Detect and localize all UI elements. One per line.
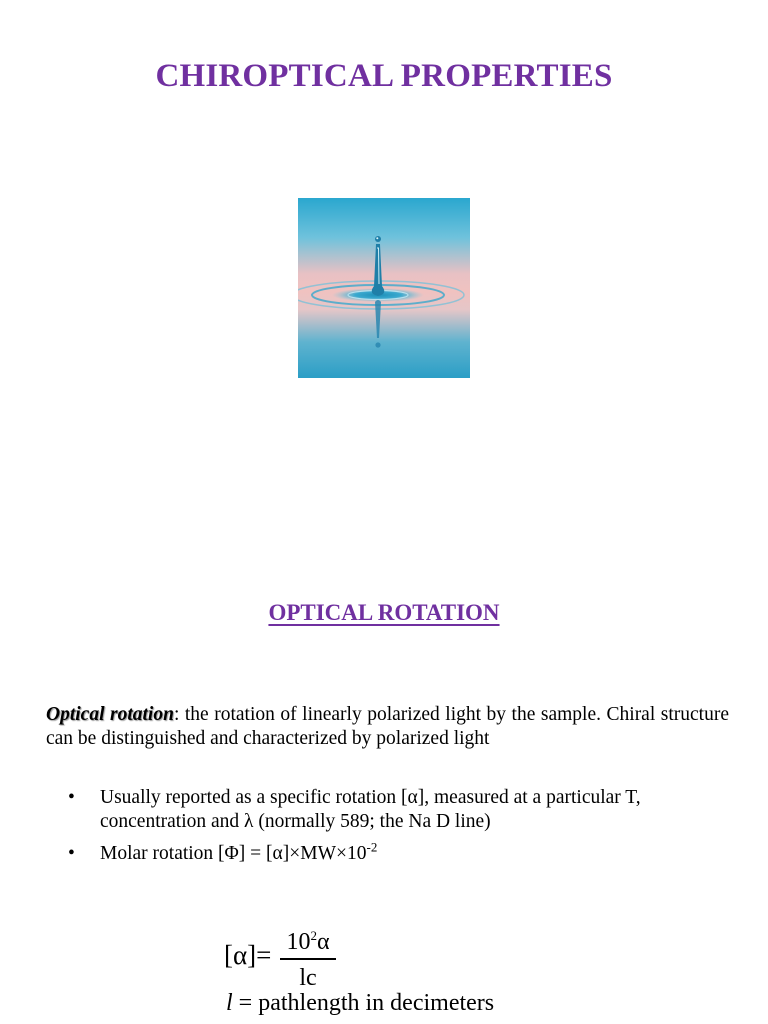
fraction-bar [280,958,336,960]
definition-term: Optical rotation [46,704,174,725]
list-item [66,839,726,866]
bullet-list [66,786,726,874]
water-drop-splash-icon [298,198,470,378]
bullet-text: Molar rotation [Φ] = [α]×MW×10 [100,843,367,864]
bullet-text: Usually reported as a specific rotation [α], measured at a particular T, concentration and λ (normally 589; the Na D line) [100,787,641,832]
formula-fraction [280,922,336,992]
definition-text: : the rotation of linearly polarized light by the sample. Chiral structure can be distinguished and characterized by polarized light [46,704,729,749]
bullet-icon: • [68,843,75,864]
numerator-exponent: 2 [310,928,317,943]
bullet-icon: • [68,787,75,808]
formula-denominator: lc [299,964,317,991]
section-heading [0,600,768,626]
pathlength-definition [226,990,494,1017]
list-item [66,786,726,834]
formula-numerator [280,922,336,956]
section-heading-text: OPTICAL ROTATION [268,600,500,625]
definition-paragraph [46,703,729,751]
specific-rotation-formula [224,922,424,991]
bullet-exponent: -2 [366,839,378,855]
numerator-base: 10 [286,929,311,955]
water-drop-image [298,198,470,378]
pathlength-text: = pathlength in decimeters [232,990,495,1016]
formula-lhs: [α]= [224,940,272,970]
numerator-alpha: α [316,929,330,955]
page-title: CHIROPTICAL PROPERTIES [155,58,613,94]
pathlength-symbol: l [226,990,233,1016]
